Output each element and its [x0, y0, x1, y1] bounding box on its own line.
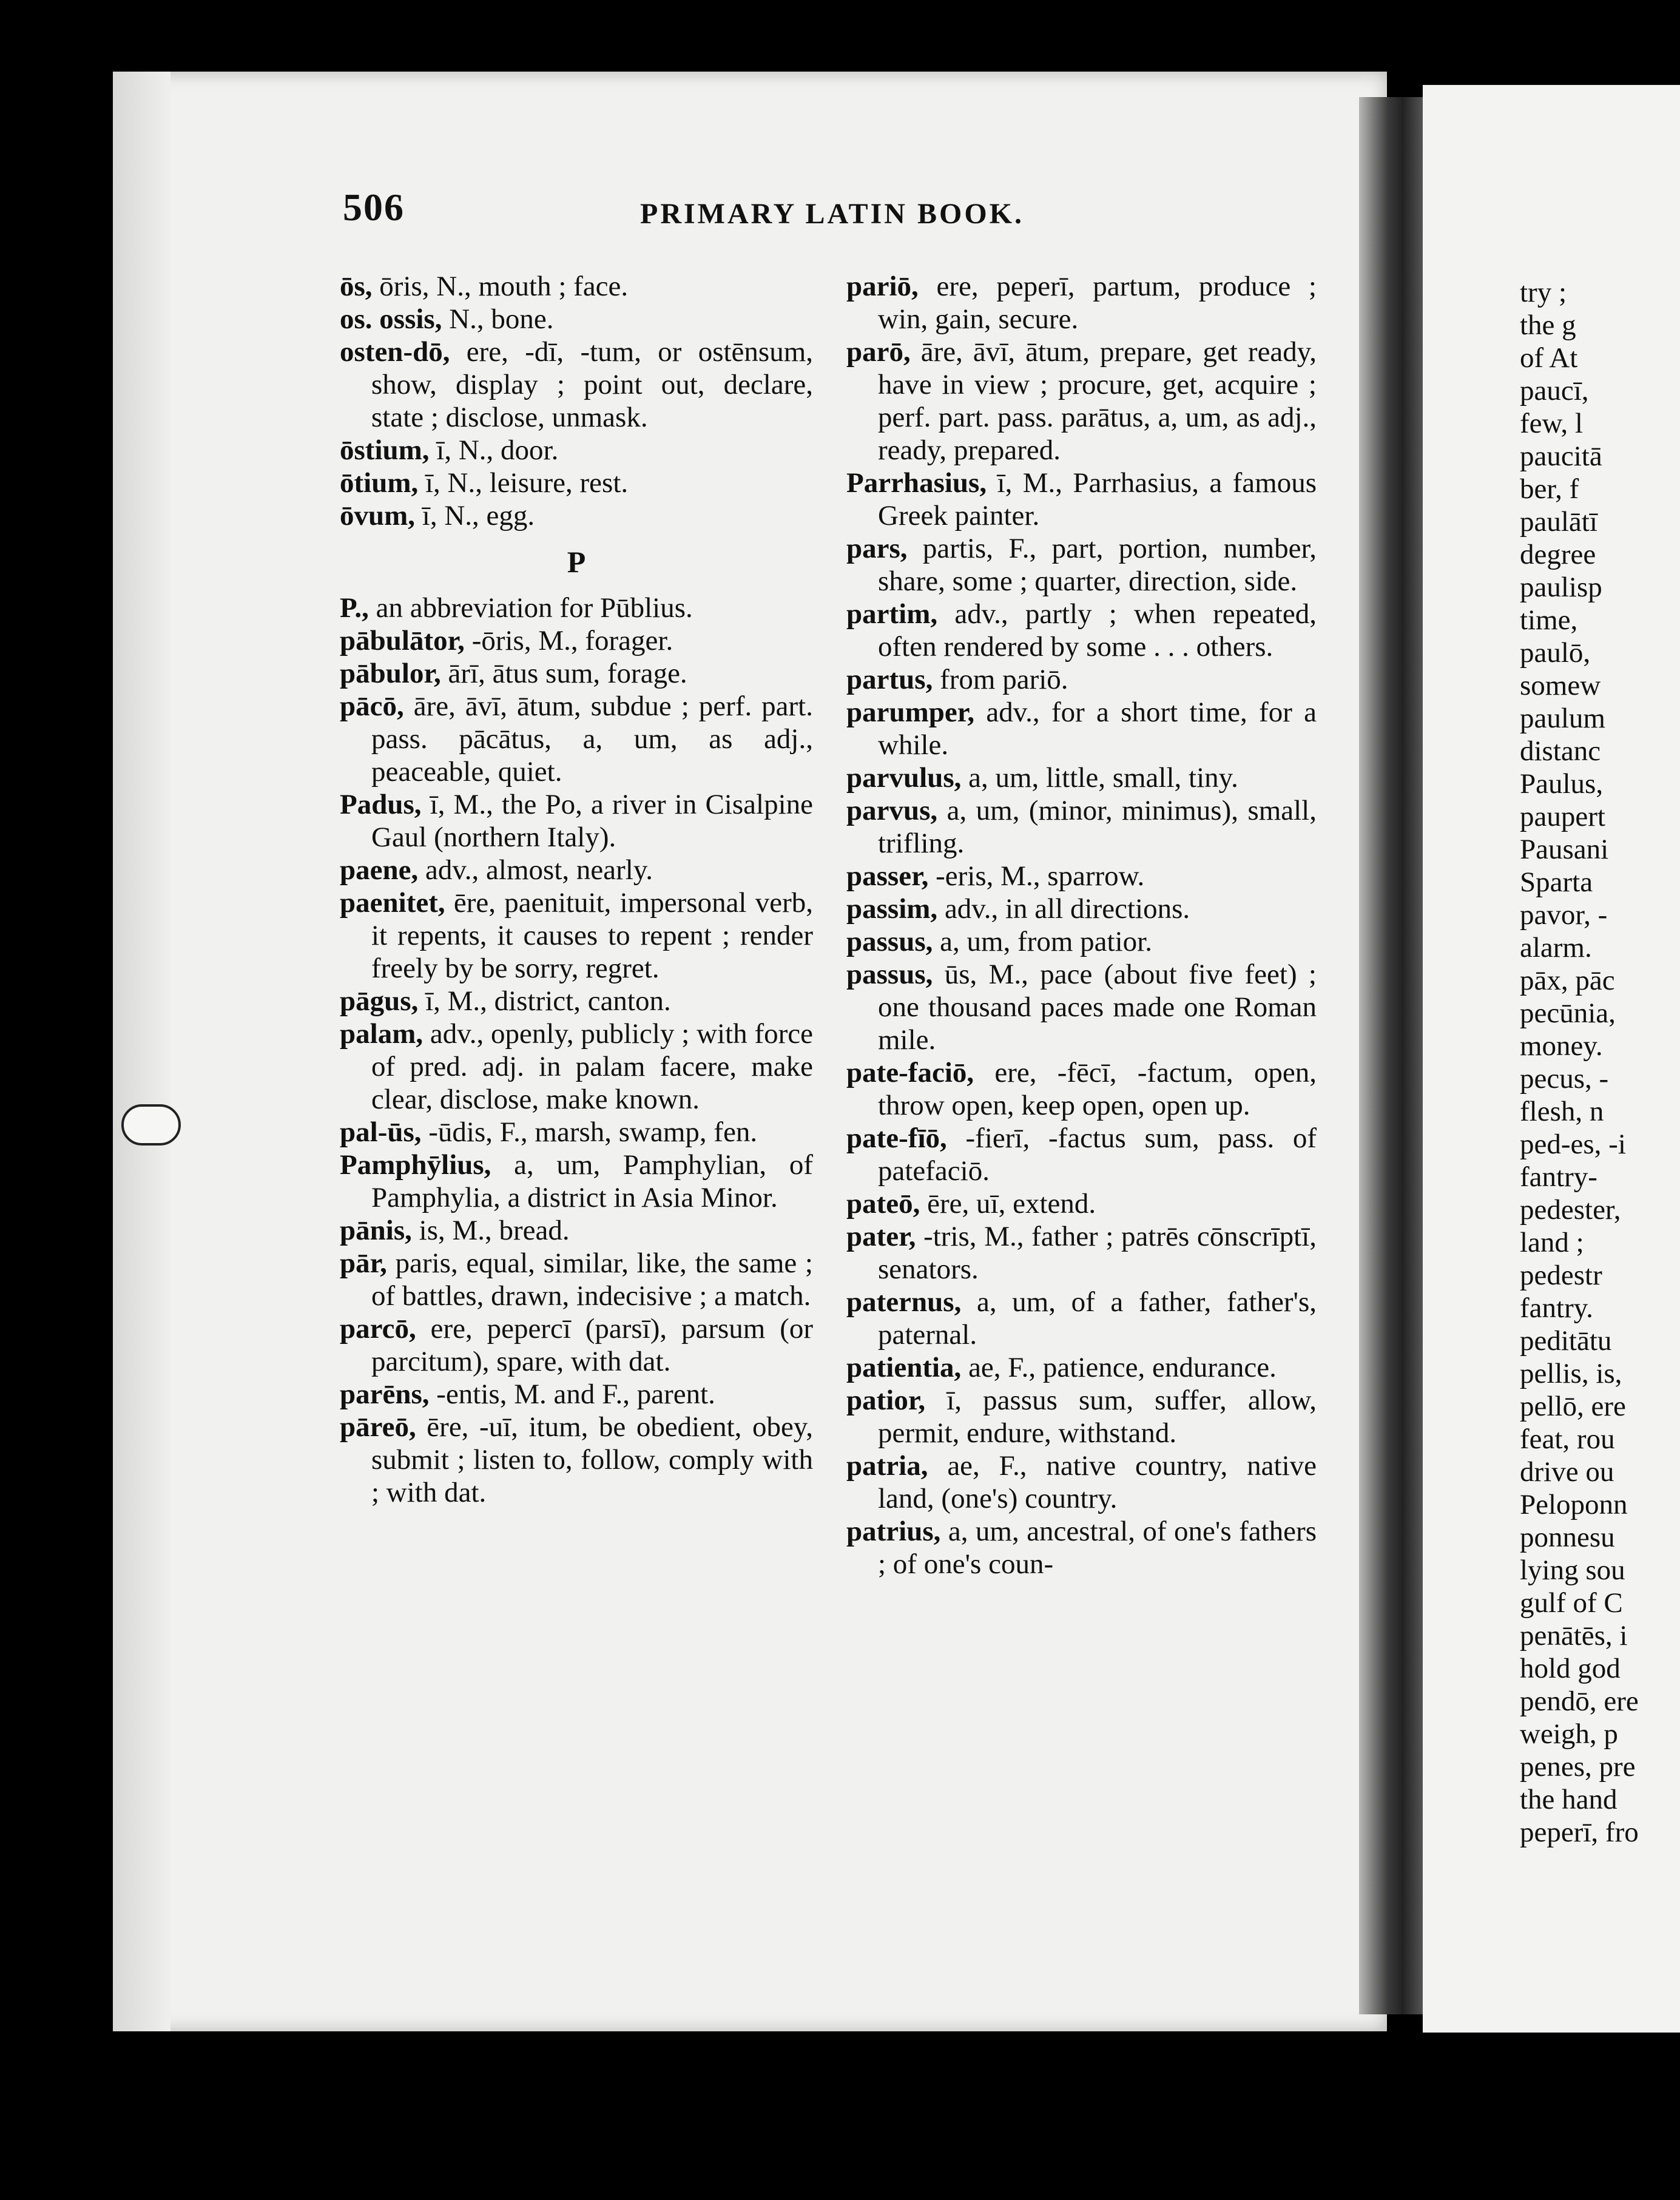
dictionary-entry: Pamphȳlius, a, um, Pamphylian, of Pamphylia, a district in Asia Minor. — [340, 1149, 813, 1213]
dictionary-entry: parēns, -entis, M. and F., parent. — [340, 1378, 715, 1410]
next-page-line: paulum — [1520, 703, 1605, 734]
next-page-line: time, — [1520, 604, 1578, 636]
dictionary-entry: osten-dō, ere, -dī, -tum, or ostēnsum, show, display ; point out, declare, state ; disclose, unmask. — [340, 336, 813, 433]
next-page-line: money. — [1520, 1030, 1603, 1062]
next-page-line: flesh, n — [1520, 1096, 1604, 1127]
dictionary-entry: pābulor, ārī, ātus sum, forage. — [340, 658, 687, 689]
next-page-line: feat, rou — [1520, 1423, 1615, 1455]
next-page-line: weigh, p — [1520, 1718, 1618, 1750]
next-page-line: Sparta — [1520, 866, 1593, 898]
dictionary-entry: patria, ae, F., native country, native land, (one's) country. — [846, 1450, 1317, 1514]
dictionary-entry: pācō, āre, āvī, ātum, subdue ; perf. part. pass. pācātus, a, um, as adj., peaceable, quiet. — [340, 690, 813, 788]
book-gutter — [1359, 97, 1432, 2014]
next-page-line: paucitā — [1520, 440, 1602, 472]
dictionary-entry: pār, paris, equal, similar, like, the same ; of battles, drawn, indecisive ; a match. — [340, 1247, 813, 1312]
next-page-line: somew — [1520, 670, 1601, 701]
dictionary-column-right — [846, 270, 1317, 1581]
next-page-line: pecūnia, — [1520, 997, 1616, 1029]
next-page-line: pendō, ere — [1520, 1685, 1639, 1717]
letter-heading: P — [567, 545, 586, 579]
next-page-line: fantry- — [1520, 1161, 1597, 1193]
next-page-line: pedestr — [1520, 1260, 1602, 1291]
dictionary-entry: pater, -tris, M., father ; patrēs cōnscrīptī, senators. — [846, 1221, 1317, 1285]
dictionary-entry: parcō, ere, pepercī (parsī), parsum (or parcitum), spare, with dat. — [340, 1313, 813, 1377]
dictionary-entry: pābulātor, -ōris, M., forager. — [340, 625, 673, 656]
dictionary-entry: ōs, ōris, N., mouth ; face. — [340, 271, 629, 302]
dictionary-entry: pānis, is, M., bread. — [340, 1215, 570, 1246]
next-page-line: Pausani — [1520, 834, 1609, 865]
dictionary-entry: passim, adv., in all directions. — [846, 893, 1190, 925]
next-page-line: pedester, — [1520, 1194, 1621, 1226]
dictionary-entry: os. ossis, N., bone. — [340, 303, 554, 335]
page-edge — [113, 72, 170, 2031]
dictionary-entry: pal-ūs, -ūdis, F., marsh, swamp, fen. — [340, 1116, 758, 1148]
dictionary-entry: parō, āre, āvī, ātum, prepare, get ready, have in view ; procure, get, acquire ; perf. part. pass. parātus, a, um, as adj., ready, prepared. — [846, 336, 1317, 466]
next-page-line: ped-es, -i — [1520, 1129, 1626, 1160]
next-page-line: drive ou — [1520, 1456, 1614, 1488]
dictionary-entry: passus, a, um, from patior. — [846, 926, 1152, 957]
dictionary-entry: paene, adv., almost, nearly. — [340, 854, 653, 886]
next-page-line: peditātu — [1520, 1325, 1612, 1357]
next-page-line: Paulus, — [1520, 768, 1604, 800]
next-page-line: try ; — [1520, 277, 1567, 308]
dictionary-entry: pariō, ere, peperī, partum, produce ; win, gain, secure. — [846, 271, 1317, 335]
next-page-line: Peloponn — [1520, 1489, 1628, 1520]
next-page-line: paulātī — [1520, 506, 1597, 538]
next-page-line: paulisp — [1520, 572, 1602, 603]
dictionary-entry: partus, from pariō. — [846, 664, 1068, 695]
next-page-line: fantry. — [1520, 1292, 1593, 1324]
next-page-line: paucī, — [1520, 375, 1589, 407]
next-page-line: pellis, is, — [1520, 1358, 1622, 1389]
dictionary-entry: Padus, ī, M., the Po, a river in Cisalpine Gaul (northern Italy). — [340, 789, 813, 853]
next-page-fragment-column — [1520, 276, 1680, 1849]
next-page-line: ber, f — [1520, 473, 1579, 505]
dictionary-entry: patior, ī, passus sum, suffer, allow, permit, endure, withstand. — [846, 1385, 1317, 1449]
dictionary-entry: P., an abbreviation for Pūblius. — [340, 592, 693, 624]
next-page-line: lying sou — [1520, 1554, 1625, 1586]
next-page-line: the hand — [1520, 1784, 1618, 1815]
next-page-line: gulf of C — [1520, 1587, 1623, 1619]
dictionary-entry: pāreō, ēre, -uī, itum, be obedient, obey, submit ; listen to, follow, comply with ; with dat. — [340, 1411, 813, 1508]
next-page-line: peperī, fro — [1520, 1817, 1639, 1848]
next-page-line: paupert — [1520, 801, 1605, 832]
dictionary-entry: passer, -eris, M., sparrow. — [846, 860, 1145, 892]
next-page-line: pavor, - — [1520, 899, 1608, 931]
dictionary-entry: patientia, ae, F., patience, endurance. — [846, 1352, 1277, 1383]
dictionary-entry: palam, adv., openly, publicly ; with force of pred. adj. in palam facere, make clear, disclose, make known. — [340, 1018, 813, 1115]
dictionary-column-left — [340, 270, 813, 1509]
dictionary-entry: ōstium, ī, N., door. — [340, 434, 559, 466]
next-page-line: land ; — [1520, 1227, 1584, 1258]
dictionary-entry: parvulus, a, um, little, small, tiny. — [846, 762, 1238, 794]
next-page-line: of At — [1520, 342, 1578, 374]
dictionary-entry: paternus, a, um, of a father, father's, paternal. — [846, 1286, 1317, 1351]
dictionary-entry: parumper, adv., for a short time, for a while. — [846, 697, 1317, 761]
dictionary-entry: paenitet, ēre, paenituit, impersonal verb, it repents, it causes to repent ; render freely by be sorry, regret. — [340, 887, 813, 984]
next-page-line: pellō, ere — [1520, 1391, 1626, 1422]
page-tab-notch — [121, 1104, 181, 1146]
page-number: 506 — [343, 186, 405, 229]
next-page-line: the g — [1520, 309, 1576, 341]
next-page-line: pecus, - — [1520, 1063, 1609, 1095]
next-page-line: degree — [1520, 539, 1596, 570]
next-page-line: few, l — [1520, 408, 1583, 439]
dictionary-entry: partim, adv., partly ; when repeated, often rendered by some . . . others. — [846, 598, 1317, 663]
dictionary-entry: pāgus, ī, M., district, canton. — [340, 985, 671, 1017]
dictionary-entry: pateō, ēre, uī, extend. — [846, 1188, 1096, 1220]
dictionary-entry: pate-fīō, -fierī, -factus sum, pass. of patefaciō. — [846, 1122, 1317, 1187]
dictionary-entry: passus, ūs, M., pace (about five feet) ; one thousand paces made one Roman mile. — [846, 959, 1317, 1056]
next-page-line: hold god — [1520, 1653, 1621, 1684]
dictionary-entry: pars, partis, F., part, portion, number, share, some ; quarter, direction, side. — [846, 533, 1317, 597]
next-page-line: alarm. — [1520, 932, 1592, 963]
next-page-line: distanc — [1520, 735, 1601, 767]
next-page-line: pāx, pāc — [1520, 965, 1615, 996]
dictionary-entry: Parrhasius, ī, M., Parrhasius, a famous Greek painter. — [846, 467, 1317, 531]
next-page-line: penātēs, i — [1520, 1620, 1628, 1652]
dictionary-entry: pate-faciō, ere, -fēcī, -factum, open, throw open, keep open, open up. — [846, 1057, 1317, 1121]
dictionary-entry: parvus, a, um, (minor, minimus), small, trifling. — [846, 795, 1317, 859]
next-page-line: paulō, — [1520, 637, 1591, 669]
page-title: PRIMARY LATIN BOOK. — [640, 198, 1024, 230]
next-page-line: ponnesu — [1520, 1522, 1615, 1553]
dictionary-entry: patrius, a, um, ancestral, of one's fathers ; of one's coun- — [846, 1516, 1317, 1580]
next-page-line: penes, pre — [1520, 1751, 1636, 1783]
dictionary-entry: ōtium, ī, N., leisure, rest. — [340, 467, 629, 499]
dictionary-entry: ōvum, ī, N., egg. — [340, 500, 535, 531]
